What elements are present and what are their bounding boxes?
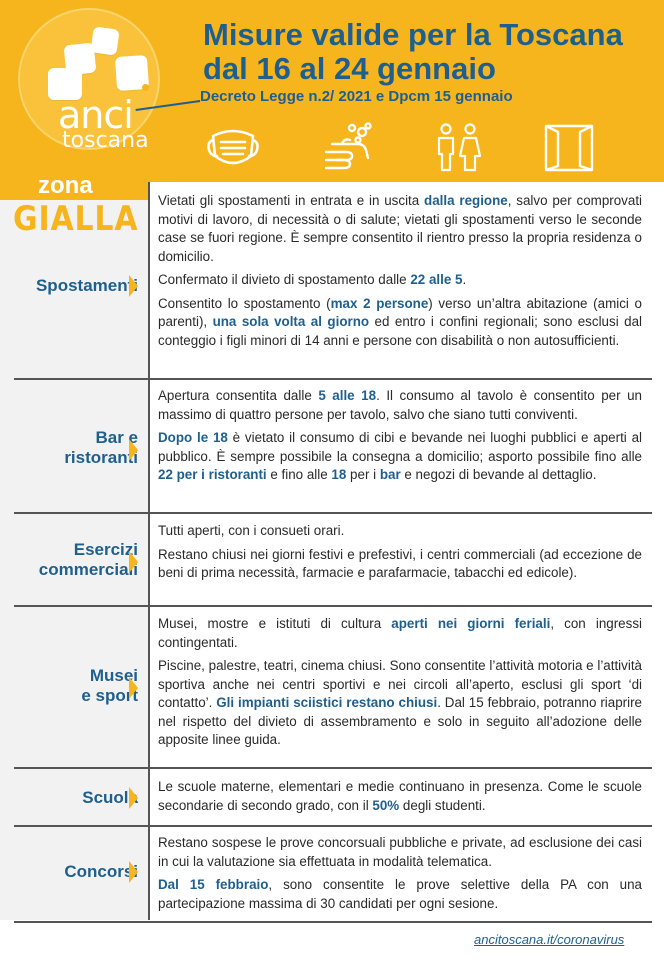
- paragraph: [158, 295, 642, 351]
- highlight-text: dalla regione: [424, 193, 508, 208]
- section-text: [158, 522, 642, 588]
- column-divider: [148, 182, 150, 920]
- body-text: Restano chiusi nei giorni festivi e prefestivi, i centri commerciali (ad eccezione de beni di prima necessità, farmacie e parafarmacie, tabacchi ed edicole).: [158, 546, 642, 580]
- highlight-text: Dal 15 febbraio: [158, 877, 269, 892]
- section-divider: [14, 512, 652, 514]
- section-text: [158, 192, 642, 355]
- highlight-text: 22 per i ristoranti: [158, 467, 267, 482]
- category-label-line: e sport: [81, 686, 138, 705]
- body-text: è vietato il consumo di cibi e bevande nei luoghi pubblici e aperti al pubblico. È sempre possibile la consegna a domicilio; asporto possibile fino alle: [158, 430, 642, 464]
- title-line-2: dal 16 al 24 gennaio: [203, 51, 496, 86]
- body-text: . Dal 15 febbraio, potranno riaprire nel rispetto del divieto di assembramento e solo in seguito all’adozione delle apposite linee guida.: [158, 695, 642, 747]
- section-divider: [14, 921, 652, 923]
- logo-square: [90, 26, 119, 55]
- mask-icon: [205, 122, 261, 174]
- body-text: Musei, mostre e istituti di cultura: [158, 616, 392, 631]
- page-title: [203, 18, 653, 86]
- paragraph: [158, 657, 642, 750]
- category-label-line: Esercizi: [73, 540, 138, 559]
- category-label-line: commerciali: [38, 560, 138, 579]
- section-divider: [14, 378, 652, 380]
- page-subtitle: Decreto Legge n.2/ 2021 e Dpcm 15 gennaio: [200, 88, 513, 105]
- header-banner: [0, 0, 664, 182]
- body-text: degli studenti.: [399, 797, 486, 813]
- body-text: , sono consentite le prove selettive della PA con una partecipazione massima di 30 candidati per ogni sesione.: [158, 877, 642, 911]
- body-text: Piscine, palestre, teatri, cinema chiusi. Sono consentite l’attività motoria e l’attività sportiva anche nei centri sportivi e nei circoli all’aperto, esclusi gli sport ‘di contatto’.: [158, 658, 642, 710]
- logo-dot: [142, 84, 149, 91]
- chevron-right-icon: [129, 787, 138, 809]
- door-icon: [540, 122, 598, 174]
- highlight-text: 22 alle 5: [410, 272, 463, 287]
- category-label-line: ristoranti: [64, 448, 138, 467]
- people-icon: [434, 122, 482, 174]
- paragraph: [158, 876, 642, 913]
- body-text: e negozi di bevande al dettaglio.: [400, 467, 597, 482]
- section-text: [158, 387, 642, 490]
- logo-text-anci: anci: [58, 93, 133, 137]
- section-text: [158, 778, 642, 820]
- category-label-line: Spostamenti: [35, 276, 138, 295]
- handwashing-icon: [322, 122, 376, 174]
- footer-link[interactable]: ancitoscana.it/coronavirus: [474, 932, 625, 947]
- section-divider: [14, 825, 652, 827]
- body-text: Tutti aperti, con i consueti orari.: [158, 523, 345, 538]
- body-text: Restano sospese le prove concorsuali pubbliche e private, ad esclusione dei casi in cui la valutazione sia effettuata in modalità telematica.: [158, 835, 642, 869]
- chevron-right-icon: [129, 439, 138, 461]
- body-text: ed entro i confini regionali; sono esclusi dal conteggio i figli minori di 14 anni e persone con disabilità o non autosufficienti.: [158, 314, 642, 348]
- body-text: Vietati gli spostamenti in entrata e in uscita: [158, 193, 425, 208]
- highlight-text: bar: [379, 467, 401, 482]
- paragraph: [158, 429, 642, 485]
- zone-label: zona: [38, 172, 93, 199]
- body-text: . Il consumo al tavolo è consentito per un massimo di quattro persone per tavolo, salvo che siano tutti conviventi.: [158, 388, 642, 422]
- section-divider: [14, 767, 652, 769]
- highlight-text: una sola volta al giorno: [212, 314, 370, 329]
- body-text: , con ingressi contingentati.: [158, 616, 642, 650]
- highlight-text: Gli impianti sciistici restano chiusi: [216, 695, 438, 710]
- paragraph: [158, 387, 642, 424]
- body-text: Confermato il divieto di spostamento dalle: [158, 272, 411, 287]
- category-label-line: Scuola: [82, 788, 138, 807]
- highlight-text: 18: [331, 467, 347, 482]
- category-label-line: Bar e: [95, 428, 138, 447]
- category-label: [39, 540, 138, 580]
- body-text: ) verso un’altra abitazione (amici o parenti),: [158, 295, 642, 329]
- paragraph: [158, 615, 642, 652]
- paragraph: [158, 271, 642, 290]
- chevron-right-icon: [129, 551, 138, 573]
- body-text: .: [462, 272, 467, 287]
- paragraph: [158, 546, 642, 583]
- highlight-text: aperti nei giorni feriali: [391, 616, 551, 631]
- anci-toscana-logo: [18, 8, 160, 153]
- chevron-right-icon: [129, 275, 138, 297]
- logo-text-toscana: toscana: [62, 128, 149, 153]
- body-text: Consentito lo spostamento (: [158, 295, 331, 311]
- category-label: [64, 428, 138, 468]
- category-label: [36, 276, 138, 296]
- paragraph: [158, 522, 642, 541]
- body-text: per i: [346, 467, 380, 482]
- chevron-right-icon: [129, 677, 138, 699]
- paragraph: [158, 834, 642, 871]
- highlight-text: 5 alle 18: [318, 388, 377, 403]
- paragraph: [158, 778, 642, 815]
- zone-color-label: GIALLA: [13, 199, 139, 239]
- body-text: , salvo per comprovati motivi di lavoro, di necessità o di salute; vietati gli spostamenti verso le seconde case se fuori regione. È sempre consentito il rientro presso la propria residenza o domicilio.: [158, 193, 643, 264]
- highlight-text: Dopo le 18: [158, 430, 228, 445]
- body-text: e fino alle: [266, 467, 332, 482]
- category-label-line: Concorsi: [64, 862, 138, 881]
- section-text: [158, 615, 642, 755]
- section-text: [158, 834, 642, 918]
- category-label-line: Musei: [89, 666, 138, 685]
- highlight-text: max 2 persone: [330, 295, 429, 311]
- paragraph: [158, 192, 642, 266]
- chevron-right-icon: [129, 861, 138, 883]
- highlight-text: 50%: [372, 797, 400, 813]
- section-divider: [14, 605, 652, 607]
- title-line-1: Misure valide per la Toscana: [203, 17, 623, 52]
- body-text: Le scuole materne, elementari e medie continuano in presenza. Come le scuole secondarie di secondo grado, con il: [158, 779, 642, 813]
- body-text: Apertura consentita dalle: [158, 388, 319, 403]
- category-label: [64, 862, 138, 882]
